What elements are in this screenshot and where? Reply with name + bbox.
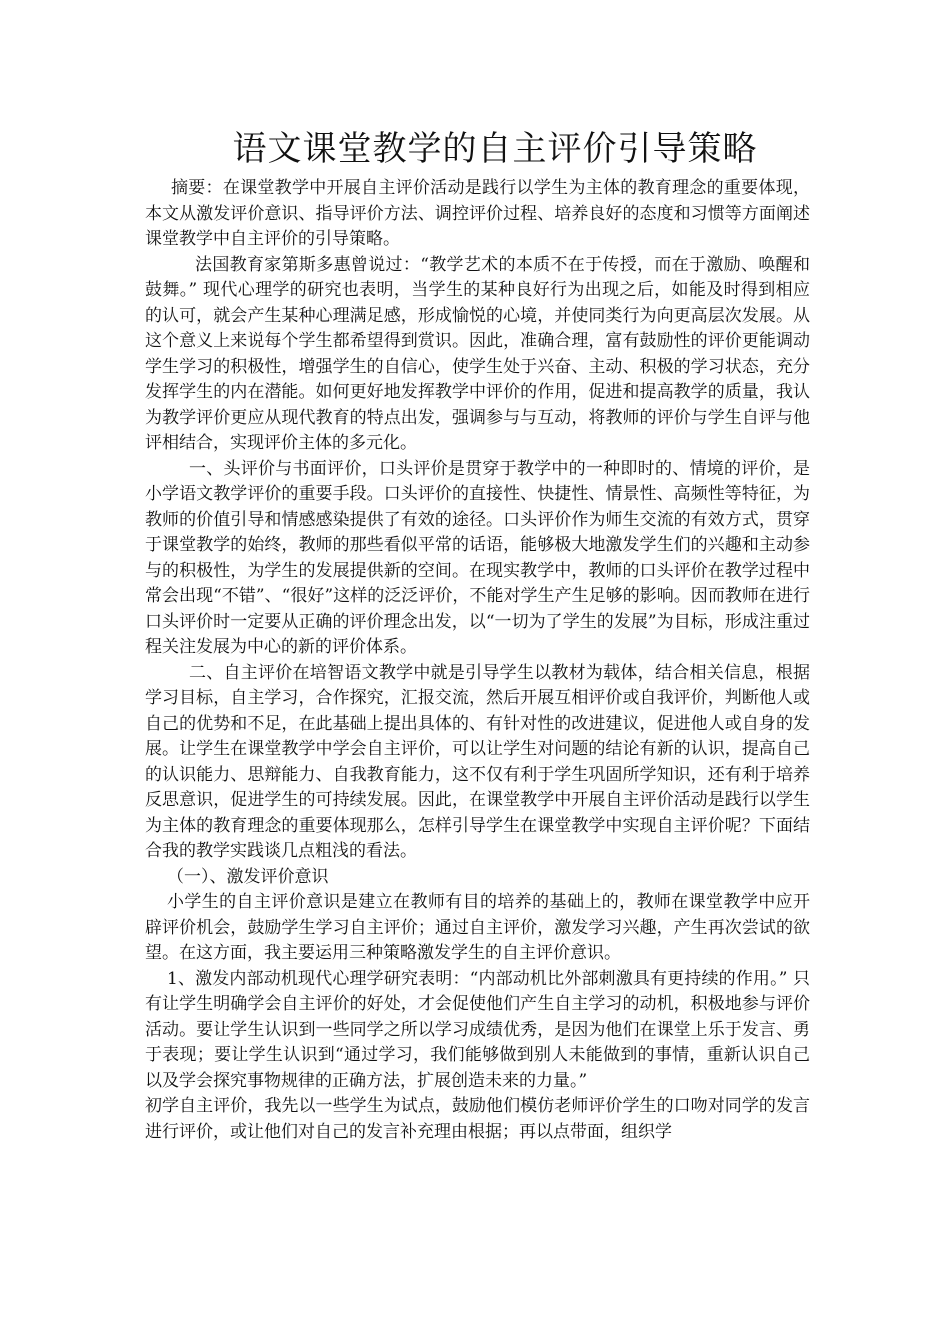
body-paragraph: 法国教育家第斯多惠曾说过：“教学艺术的本质不在于传授，而在于激励、唤醒和鼓舞。” 现代心理学的研究也表明，当学生的某种良好行为出现之后，如能及时得到相应的认可，就会产生某种心理满足感，形成愉悦的心境，并使同类行为向更高层次发展。从这个意义上来说每个学生都希望得到赏识。因此，准确合理，富有鼓励性的评价更能调动学生学习的积极性，增强学生的自信心，使学生处于兴奋、主动、积极的学习状态，充分发挥学生的内在潜能。如何更好地发挥教学中评价的作用，促进和提高教学的质量，我认为教学评价更应从现代教育的特点出发，强调参与与互动，将教师的评价与学生自评与他评相结合，实现评价主体的多元化。 (145, 254, 810, 453)
document-title: 语文课堂教学的自主评价引导策略 (232, 129, 758, 169)
body-paragraph: 初学自主评价，我先以一些学生为试点，鼓励他们模仿老师评价学生的口吻对同学的发言进行评价，或让他们对自己的发言补充理由根据；再以点带面，组织学 (145, 1096, 810, 1142)
body-paragraph: 1、激发内部动机现代心理学研究表明：“内部动机比外部刺激具有更持续的作用。” 只有让学生明确学会自主评价的好处，才会促使他们产生自主学习的动机，积极地参与评价活动。要让学生认识到一些同学之所以学习成绩优秀，是因为他们在课堂上乐于发言、勇于表现；要让学生认识到“通过学习，我们能够做到别人未能做到的事情，重新认识自己以及学会探究事物规律的正确方法，扩展创造未来的力量。” (145, 968, 810, 1091)
abstract-paragraph: 摘要：在课堂教学中开展自主评价活动是践行以学生为主体的教育理念的重要体现，本文从激发评价意识、指导评价方法、调控评价过程、培养良好的态度和习惯等方面阐述课堂教学中自主评价的引导策略。 (145, 178, 810, 249)
body-paragraph: 二、自主评价在培智语文教学中就是引导学生以教材为载体，结合相关信息，根据学习目标，自主学习，合作探究，汇报交流，然后开展互相评价或自我评价，判断他人或自己的优势和不足，在此基础上提出具体的、有针对性的改进建议，促进他人或自身的发展。让学生在课堂教学中学会自主评价，可以让学生对问题的结论有新的认识，提高自己的认识能力、思辩能力、自我教育能力，这不仅有利于学生巩固所学知识，还有利于培养反思意识，促进学生的可持续发展。因此，在课堂教学中开展自主评价活动是践行以学生为主体的教育理念的重要体现那么，怎样引导学生在课堂教学中实现自主评价呢？下面结合我的教学实践谈几点粗浅的看法。 (145, 662, 810, 861)
document-body (145, 176, 810, 1145)
body-paragraph: 一、头评价与书面评价，口头评价是贯穿于教学中的一种即时的、情境的评价，是小学语文教学评价的重要手段。口头评价的直接性、快捷性、情景性、高频性等特征，为教师的价值引导和情感感染提供了有效的途径。口头评价作为师生交流的有效方式，贯穿于课堂教学的始终，教师的那些看似平常的话语，能够极大地激发学生们的兴趣和主动参与的积极性，为学生的发展提供新的空间。在现实教学中，教师的口头评价在教学过程中常会出现“不错”、“很好”这样的泛泛评价，不能对学生产生足够的影响。因而教师在进行口头评价时一定要从正确的评价理念出发，以“一切为了学生的发展”为目标，形成注重过程关注发展为中心的新的评价体系。 (145, 458, 810, 657)
body-paragraph: 小学生的自主评价意识是建立在教师有目的培养的基础上的，教师在课堂教学中应开辟评价机会，鼓励学生学习自主评价；通过自主评价，激发学习兴趣，产生再次尝试的欲望。在这方面，我主要运用三种策略激发学生的自主评价意识。 (145, 892, 810, 963)
section-heading: （一）、激发评价意识 (167, 866, 329, 887)
